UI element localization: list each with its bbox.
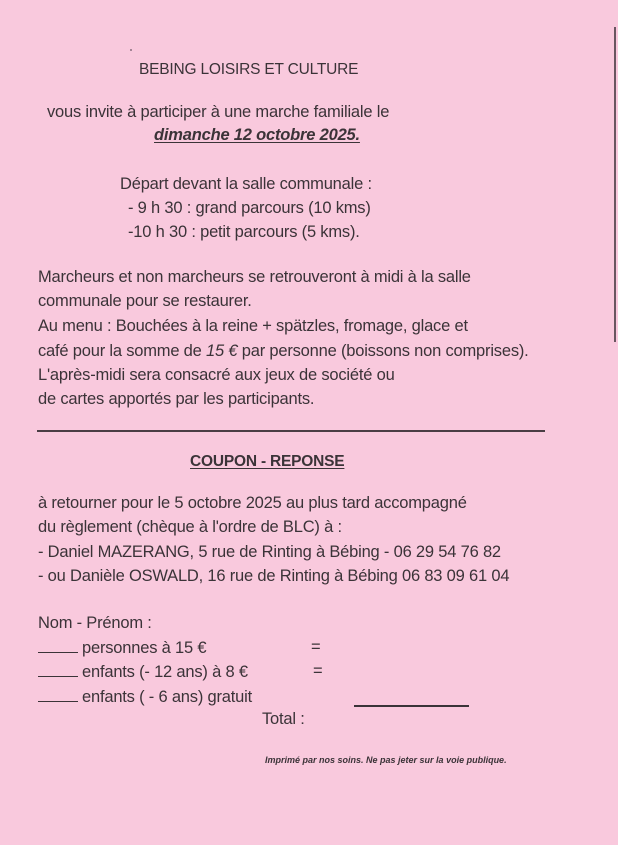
- event-date: dimanche 12 octobre 2025.: [154, 126, 360, 144]
- form-row-adults: [38, 638, 206, 658]
- children12-count-blank[interactable]: [38, 662, 78, 677]
- adults-count-blank[interactable]: [38, 638, 78, 653]
- departure-intro: Départ devant la salle communale :: [120, 175, 372, 193]
- total-amount-blank[interactable]: [354, 705, 469, 707]
- children6-label: enfants ( - 6 ans) gratuit: [82, 688, 252, 706]
- coupon-line-2: du règlement (chèque à l'ordre de BLC) à :: [38, 518, 342, 536]
- footer-note: Imprimé par nos soins. Ne pas jeter sur la voie publique.: [265, 755, 507, 765]
- details-line-5: L'après-midi sera consacré aux jeux de société ou: [38, 366, 395, 384]
- adults-equals: =: [311, 638, 321, 656]
- contact-daniele: - ou Danièle OSWALD, 16 rue de Rinting à Bébing 06 83 09 61 04: [38, 567, 510, 585]
- paper-speck: [130, 49, 132, 51]
- details-line-4-end: par personne (boissons non comprises).: [237, 342, 529, 360]
- route-short: -10 h 30 : petit parcours (5 kms).: [128, 223, 360, 241]
- meal-price: 15 €: [206, 342, 238, 360]
- details-line-4: [38, 342, 529, 361]
- children12-equals: =: [313, 662, 323, 680]
- cut-line-separator: [37, 430, 545, 432]
- coupon-line-1: à retourner pour le 5 octobre 2025 au plus tard accompagné: [38, 494, 467, 512]
- invite-line: vous invite à participer à une marche familiale le: [47, 103, 390, 121]
- adults-label: personnes à 15 €: [82, 639, 207, 657]
- details-line-4-start: café pour la somme de: [38, 342, 207, 360]
- details-line-6: de cartes apportés par les participants.: [38, 390, 315, 408]
- coupon-title: COUPON - REPONSE: [190, 453, 345, 470]
- organization-title: BEBING LOISIRS ET CULTURE: [139, 61, 359, 78]
- details-line-3: Au menu : Bouchées à la reine + spätzles, fromage, glace et: [38, 317, 468, 335]
- children12-label: enfants (- 12 ans) à 8 €: [82, 663, 248, 681]
- children6-count-blank[interactable]: [38, 687, 78, 702]
- name-label: Nom - Prénom :: [38, 614, 152, 632]
- details-line-1: Marcheurs et non marcheurs se retrouveront à midi à la salle: [38, 268, 471, 286]
- contact-daniel: - Daniel MAZERANG, 5 rue de Rinting à Bébing - 06 29 54 76 82: [38, 543, 501, 561]
- route-long: - 9 h 30 : grand parcours (10 kms): [128, 199, 371, 217]
- form-row-children-6: [38, 687, 252, 707]
- total-label: Total :: [262, 710, 305, 728]
- form-row-children-12: [38, 662, 248, 682]
- details-line-2: communale pour se restaurer.: [38, 292, 252, 310]
- paper-edge-shadow: [614, 27, 616, 342]
